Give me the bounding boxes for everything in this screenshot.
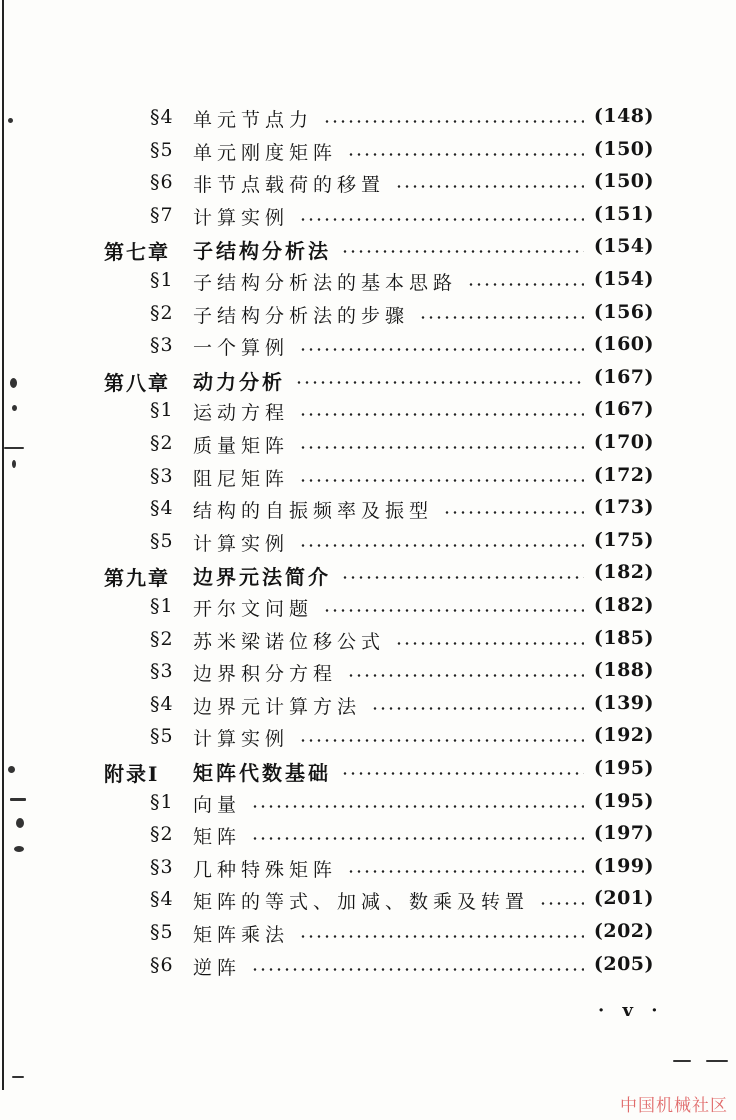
section-number: §4 <box>150 692 174 715</box>
section-number: §5 <box>150 921 174 943</box>
toc-section-row <box>0 623 736 655</box>
page-ref: (154) <box>593 268 654 290</box>
leader-dots <box>323 120 584 123</box>
section-number: §5 <box>150 138 174 161</box>
section-title: 结构的自振频率及振型 <box>193 500 434 523</box>
section-title: 几种特殊矩阵 <box>193 858 338 881</box>
leader-dots <box>299 218 584 221</box>
scan-speck <box>12 1076 24 1078</box>
leader-dots <box>299 446 584 449</box>
toc-section-row <box>0 916 736 948</box>
section-number: §2 <box>150 432 174 454</box>
leader-dots <box>251 837 584 840</box>
page-ref: (173) <box>593 496 654 519</box>
scan-speck <box>14 846 24 852</box>
toc-section-row <box>0 101 736 133</box>
leader-dots <box>251 968 584 971</box>
section-title: 单元刚度矩阵 <box>193 141 338 164</box>
section-title: 矩阵 <box>193 826 242 849</box>
section-title: 开尔文问题 <box>193 598 314 620</box>
section-number: §5 <box>150 725 174 748</box>
section-title: 计算实例 <box>193 728 290 751</box>
page-number: · v · <box>598 1000 664 1021</box>
page-ref: (188) <box>593 659 654 682</box>
leader-dots <box>299 479 584 482</box>
section-title: 单元节点力 <box>193 109 314 131</box>
page-ref: (150) <box>593 137 654 160</box>
chapter-title: 子结构分析法 <box>193 239 331 264</box>
page-ref: (151) <box>593 202 654 225</box>
section-title: 边界积分方程 <box>193 663 338 686</box>
section-number: §7 <box>150 203 174 226</box>
chapter-title: 动力分析 <box>193 369 285 394</box>
toc-section-row <box>0 264 736 296</box>
section-number: §1 <box>150 269 174 291</box>
chapter-number: 附录Ⅰ <box>104 762 160 786</box>
page-ref: (170) <box>593 431 654 453</box>
page-ref: (139) <box>593 691 654 714</box>
scan-speck <box>12 460 16 468</box>
toc-section-row <box>0 525 736 557</box>
leader-dots <box>341 576 584 579</box>
section-number: §6 <box>150 171 174 194</box>
page-ref: (199) <box>593 854 654 877</box>
scan-speck <box>706 1060 728 1062</box>
toc-section-row <box>0 166 736 198</box>
leader-dots <box>299 739 584 742</box>
page-ref: (197) <box>593 822 654 845</box>
watermark: 中国机械社区 <box>620 1096 728 1116</box>
section-number: §1 <box>150 595 174 617</box>
page-ref: (195) <box>593 757 654 779</box>
leader-dots <box>347 153 584 156</box>
scan-speck <box>10 378 17 388</box>
toc-section-row <box>0 688 736 720</box>
page-ref: (154) <box>593 235 654 258</box>
page-ref: (205) <box>593 952 654 975</box>
section-title: 运动方程 <box>193 402 290 425</box>
chapter-number: 第九章 <box>104 566 170 591</box>
toc-section-row <box>0 329 736 361</box>
leader-dots <box>347 674 584 677</box>
chapter-title: 矩阵代数基础 <box>193 761 331 785</box>
section-title: 子结构分析法的步骤 <box>193 304 410 327</box>
page-ref: (172) <box>593 463 654 486</box>
section-title: 计算实例 <box>193 206 290 229</box>
leader-dots <box>341 250 584 253</box>
leader-dots <box>395 185 584 188</box>
page-ref: (202) <box>593 920 654 942</box>
section-title: 计算实例 <box>193 532 290 555</box>
section-title: 矩阵乘法 <box>193 924 290 946</box>
scan-speck <box>4 447 24 449</box>
toc-section-row <box>0 394 736 426</box>
page-ref: (185) <box>593 626 654 649</box>
section-title: 向量 <box>193 793 242 816</box>
toc-chapter-row <box>0 557 736 589</box>
page-ref: (175) <box>593 528 654 551</box>
toc-section-row <box>0 851 736 883</box>
page-ref: (156) <box>593 300 654 323</box>
leader-dots <box>371 707 584 710</box>
section-title: 逆阵 <box>193 956 242 979</box>
section-title: 苏米梁诺位移公式 <box>193 630 386 653</box>
leader-dots <box>347 870 584 873</box>
toc-section-row <box>0 492 736 524</box>
page-ref: (148) <box>593 105 654 127</box>
section-number: §4 <box>150 106 174 128</box>
toc-section-row <box>0 786 736 818</box>
toc-section-row <box>0 297 736 329</box>
section-number: §1 <box>150 399 174 422</box>
leader-dots <box>251 805 584 808</box>
section-number: §3 <box>150 334 174 357</box>
toc-section-row <box>0 590 736 622</box>
section-number: §3 <box>150 464 174 487</box>
leader-dots <box>419 316 584 319</box>
page-ref: (182) <box>593 594 654 616</box>
page-ref: (167) <box>593 365 654 388</box>
toc-section-row <box>0 655 736 687</box>
leader-dots <box>299 544 584 547</box>
leader-dots <box>295 381 584 384</box>
scan-speck <box>8 118 13 123</box>
toc-section-row <box>0 199 736 231</box>
chapter-number: 第七章 <box>104 240 170 265</box>
section-title: 边界元计算方法 <box>193 695 362 718</box>
section-number: §2 <box>150 301 174 324</box>
section-title: 非节点载荷的移置 <box>193 174 386 197</box>
toc-section-row <box>0 818 736 850</box>
section-number: §2 <box>150 627 174 650</box>
toc-section-row <box>0 949 736 981</box>
toc-section-row <box>0 427 736 459</box>
chapter-number: 第八章 <box>104 370 170 395</box>
leader-dots <box>299 348 584 351</box>
section-number: §1 <box>150 790 174 813</box>
page-ref: (182) <box>593 561 654 584</box>
toc-section-row <box>0 720 736 752</box>
page-ref: (192) <box>593 724 654 747</box>
section-number: §2 <box>150 823 174 846</box>
page-ref: (150) <box>593 170 654 193</box>
chapter-title: 边界元法简介 <box>193 565 331 590</box>
section-title: 一个算例 <box>193 337 290 360</box>
section-title: 质量矩阵 <box>193 435 290 457</box>
scan-speck <box>12 405 17 411</box>
section-number: §4 <box>150 888 174 911</box>
scan-speck <box>16 818 24 828</box>
toc-section-row <box>0 460 736 492</box>
leader-dots <box>299 413 584 416</box>
leader-dots <box>299 935 584 938</box>
page-ref: (167) <box>593 398 654 421</box>
toc-chapter-row <box>0 753 736 785</box>
scan-speck <box>673 1060 691 1062</box>
page-ref: (160) <box>593 333 654 356</box>
section-title: 子结构分析法的基本思路 <box>193 272 458 294</box>
section-number: §3 <box>150 660 174 683</box>
scan-speck <box>8 766 15 773</box>
section-number: §3 <box>150 855 174 878</box>
section-number: §6 <box>150 953 174 976</box>
toc-section-row <box>0 883 736 915</box>
leader-dots <box>467 283 584 286</box>
leader-dots <box>395 642 584 645</box>
scan-speck <box>10 798 26 801</box>
page-ref: (195) <box>593 789 654 812</box>
section-title: 矩阵的等式、加减、数乘及转置 <box>193 891 530 914</box>
toc-chapter-row <box>0 362 736 394</box>
leader-dots <box>341 772 584 775</box>
leader-dots <box>443 511 584 514</box>
toc-section-row <box>0 134 736 166</box>
leader-dots <box>539 902 584 905</box>
page-ref: (201) <box>593 887 654 910</box>
leader-dots <box>323 609 584 612</box>
section-title: 阻尼矩阵 <box>193 467 290 490</box>
toc-chapter-row <box>0 231 736 263</box>
section-number: §4 <box>150 497 174 520</box>
section-number: §5 <box>150 529 174 552</box>
